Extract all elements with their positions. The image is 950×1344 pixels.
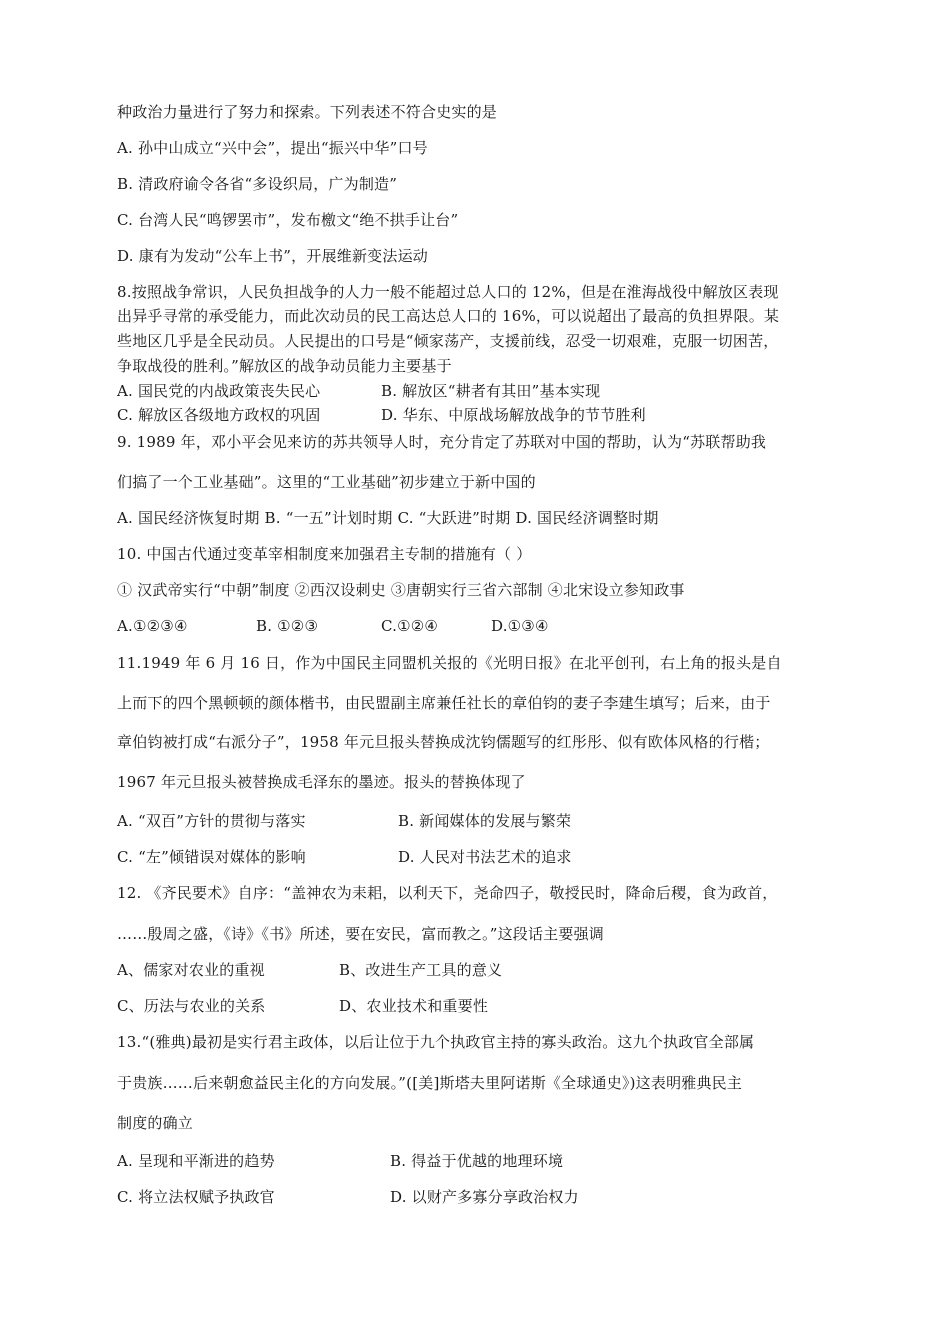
q12-option-c[interactable]: C、历法与农业的关系 xyxy=(117,997,266,1015)
q9-options[interactable]: A. 国民经济恢复时期 B. “一五”计划时期 C. “大跃进”时期 D. 国民经济调整时期 xyxy=(117,509,659,527)
q7-option-c[interactable]: C. 台湾人民“鸣锣罢市”，发布檄文“绝不拱手让台” xyxy=(117,211,459,229)
q10-stem: 10. 中国古代通过变革宰相制度来加强君主专制的措施有（ ） xyxy=(117,545,532,563)
q10-items: ① 汉武帝实行“中朝”制度 ②西汉设刺史 ③唐朝实行三省六部制 ④北宋设立参知政事 xyxy=(117,581,685,599)
q11-stem-line-1: 11.1949 年 6 月 16 日，作为中国民主同盟机关报的《光明日报》在北平创刊，右上角的报头是自 xyxy=(117,654,782,672)
q10-option-a[interactable]: A.①②③④ xyxy=(117,617,188,635)
q8-option-b[interactable]: B. 解放区“耕者有其田”基本实现 xyxy=(381,382,601,400)
q8-option-a[interactable]: A. 国民党的内战政策丧失民心 xyxy=(117,382,321,400)
q9-stem-line-1: 9. 1989 年，邓小平会见来访的苏共领导人时，充分肯定了苏联对中国的帮助，认为“苏联帮助我 xyxy=(117,433,767,451)
q12-stem-line-1: 12. 《齐民要术》自序：“盖神农为耒耜，以利天下，尧命四子，敬授民时，降命后稷，食为政首， xyxy=(117,884,778,902)
q13-stem-line-2: 于贵族……后来朝愈益民主化的方向发展。”([美]斯塔夫里阿诺斯《全球通史》)这表明雅典民主 xyxy=(117,1074,743,1092)
q8-stem-line-4: 争取战役的胜利。”解放区的战争动员能力主要基于 xyxy=(117,357,452,375)
q10-option-d[interactable]: D.①③④ xyxy=(491,617,549,635)
q7-option-b[interactable]: B. 清政府谕令各省“多设织局，广为制造” xyxy=(117,175,398,193)
q7-option-d[interactable]: D. 康有为发动“公车上书”，开展维新变法运动 xyxy=(117,247,428,265)
q11-stem-line-3: 章伯钧被打成“右派分子”，1958 年元旦报头替换成沈钧儒题写的红彤彤、似有欧体风格的行楷； xyxy=(117,733,770,751)
q7-option-a[interactable]: A. 孙中山成立“兴中会”，提出“振兴中华”口号 xyxy=(117,139,428,157)
q13-stem-line-1: 13.“(雅典)最初是实行君主政体，以后让位于九个执政官主持的寡头政治。这九个执政官全部属 xyxy=(117,1033,755,1051)
q13-option-d[interactable]: D. 以财产多寡分享政治权力 xyxy=(390,1188,579,1206)
q11-stem-line-2: 上而下的四个黑顿顿的颜体楷书，由民盟副主席兼任社长的章伯钧的妻子李建生填写；后来，由于 xyxy=(117,694,771,712)
q10-option-b[interactable]: B. ①②③ xyxy=(256,617,319,635)
q8-option-c[interactable]: C. 解放区各级地方政权的巩固 xyxy=(117,406,321,424)
q8-stem-line-1: 8.按照战争常识，人民负担战争的人力一般不能超过总人口的 12%，但是在淮海战役中解放区表现 xyxy=(117,283,779,301)
q8-stem-line-2: 出异乎寻常的承受能力，而此次动员的民工高达总人口的 16%，可以说超出了最高的负担界限。某 xyxy=(117,307,780,325)
q11-option-a[interactable]: A. “双百”方针的贯彻与落实 xyxy=(117,812,306,830)
q7-stem-continuation: 种政治力量进行了努力和探索。下列表述不符合史实的是 xyxy=(117,103,498,121)
q13-option-b[interactable]: B. 得益于优越的地理环境 xyxy=(390,1152,564,1170)
q11-option-b[interactable]: B. 新闻媒体的发展与繁荣 xyxy=(398,812,572,830)
q11-option-d[interactable]: D. 人民对书法艺术的追求 xyxy=(398,848,572,866)
q11-stem-line-4: 1967 年元旦报头被替换成毛泽东的墨迹。报头的替换体现了 xyxy=(117,773,526,791)
q8-option-d[interactable]: D. 华东、中原战场解放战争的节节胜利 xyxy=(381,406,646,424)
q11-option-c[interactable]: C. “左”倾错误对媒体的影响 xyxy=(117,848,306,866)
q12-stem-line-2: ……殷周之盛，《诗》《书》所述，要在安民，富而教之。”这段话主要强调 xyxy=(117,925,604,943)
q12-option-b[interactable]: B、改进生产工具的意义 xyxy=(339,961,503,979)
q8-stem-line-3: 些地区几乎是全民动员。人民提出的口号是“倾家荡产，支援前线，忍受一切艰难，克服一切困苦， xyxy=(117,332,779,350)
q13-stem-line-3: 制度的确立 xyxy=(117,1114,194,1132)
q12-option-a[interactable]: A、儒家对农业的重视 xyxy=(117,961,265,979)
q13-option-a[interactable]: A. 呈现和平渐进的趋势 xyxy=(117,1152,275,1170)
q13-option-c[interactable]: C. 将立法权赋予执政官 xyxy=(117,1188,275,1206)
q12-option-d[interactable]: D、农业技术和重要性 xyxy=(339,997,489,1015)
q9-stem-line-2: 们搞了一个工业基础”。这里的“工业基础”初步建立于新中国的 xyxy=(117,473,536,491)
q10-option-c[interactable]: C.①②④ xyxy=(381,617,439,635)
